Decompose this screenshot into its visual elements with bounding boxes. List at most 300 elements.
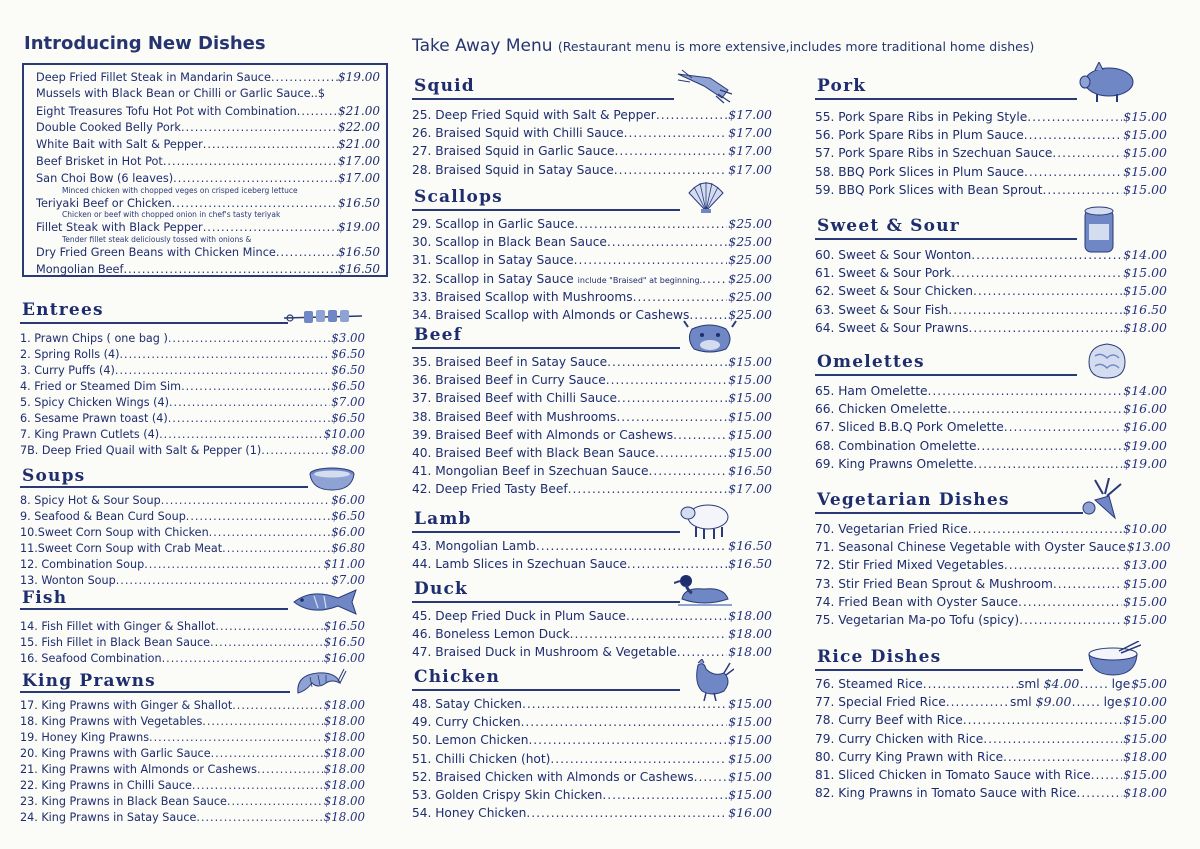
dish-price: $16.50 bbox=[323, 635, 365, 649]
dot-leader bbox=[1077, 784, 1123, 802]
dish-price: $16.50 bbox=[728, 556, 772, 572]
menu-item-row bbox=[412, 215, 772, 233]
menu-item-row bbox=[815, 282, 1167, 300]
menu-item-row bbox=[412, 233, 772, 251]
dish-name: 37. Braised Beef with Chilli Sauce bbox=[412, 391, 617, 406]
dot-leader bbox=[694, 768, 728, 786]
dot-leader bbox=[633, 288, 728, 306]
small-size-price: $4.00 bbox=[1043, 676, 1080, 691]
dot-leader bbox=[210, 635, 323, 651]
dish-name: 81. Sliced Chicken in Tomato Sauce with Rice bbox=[815, 767, 1091, 782]
dot-leader bbox=[257, 762, 323, 778]
dot-leader bbox=[702, 270, 727, 288]
dish-price: $6.80 bbox=[331, 541, 365, 555]
dish-name: 54. Honey Chicken bbox=[412, 806, 527, 821]
dish-price: $22.00 bbox=[338, 120, 380, 135]
dish-name: Mussels with Black Bean or Chilli or Garlic Sauce..$ bbox=[36, 86, 326, 100]
new-dish-row bbox=[36, 153, 386, 170]
dish-name: 36. Braised Beef in Curry Sauce bbox=[412, 373, 606, 388]
section-fish bbox=[20, 588, 365, 666]
new-dish-row bbox=[36, 119, 386, 136]
small-size-label: sml bbox=[1017, 677, 1040, 691]
menu-item-row bbox=[412, 768, 772, 786]
dot-leader bbox=[1024, 163, 1122, 181]
menu-item-row bbox=[412, 371, 772, 389]
dish-name: 34. Braised Scallop with Almonds or Cashews bbox=[412, 307, 690, 322]
new-dish-row bbox=[36, 261, 386, 278]
dish-price: $18.00 bbox=[1123, 319, 1167, 335]
egg-icon bbox=[1085, 342, 1129, 380]
dish-price: $16.00 bbox=[1123, 419, 1167, 435]
dish-price: $16.50 bbox=[338, 261, 380, 276]
section-underline bbox=[20, 486, 308, 488]
dish-name: 4. Fried or Steamed Dim Sim bbox=[20, 380, 182, 393]
large-size-label: lge bbox=[1103, 695, 1123, 710]
dish-price: $17.00 bbox=[728, 161, 772, 177]
menu-item-row bbox=[20, 492, 365, 508]
dish-price: $15.00 bbox=[728, 372, 772, 388]
dish-name: 78. Curry Beef with Rice bbox=[815, 713, 963, 728]
section-underline bbox=[412, 347, 680, 349]
menu-item-row bbox=[412, 607, 772, 625]
dish-name: Fillet Steak with Black Pepper bbox=[36, 221, 203, 235]
dish-name: 62. Sweet & Sour Chicken bbox=[815, 284, 973, 299]
prawn-icon bbox=[292, 667, 348, 699]
dot-leader bbox=[574, 215, 727, 233]
dot-leader bbox=[1004, 418, 1123, 436]
section-soups bbox=[20, 466, 365, 588]
section-underline bbox=[20, 322, 288, 324]
dot-leader bbox=[196, 810, 322, 826]
dish-name: 64. Sweet & Sour Prawns bbox=[815, 320, 969, 335]
menu-item-row bbox=[412, 537, 772, 555]
dot-leader bbox=[570, 625, 728, 643]
large-size-label: lge bbox=[1111, 677, 1131, 691]
dish-price: $16.00 bbox=[323, 651, 365, 665]
dish-name: 11.Sweet Corn Soup with Crab Meat bbox=[20, 542, 223, 555]
section-underline bbox=[815, 238, 1077, 240]
dot-leader bbox=[115, 363, 330, 379]
dish-name: 50. Lemon Chicken bbox=[412, 733, 529, 748]
dot-leader bbox=[119, 347, 330, 363]
section-underline bbox=[815, 98, 1077, 100]
dish-name: Double Cooked Belly Pork bbox=[36, 121, 181, 135]
dish-price: $15.00 bbox=[728, 732, 772, 748]
dot-leader bbox=[626, 607, 727, 625]
new-dishes-box bbox=[22, 63, 388, 277]
section-underline bbox=[412, 531, 680, 533]
dish-price: $10.00 bbox=[1123, 521, 1167, 536]
dot-leader bbox=[968, 520, 1122, 538]
dish-price: $10.00 bbox=[323, 427, 365, 441]
new-dish-row bbox=[36, 103, 386, 120]
dish-description: Minced chicken with chopped veges on crisped iceberg lettuce bbox=[62, 185, 298, 195]
menu-item-row bbox=[815, 301, 1167, 319]
large-size-price: $10.00 bbox=[1123, 694, 1167, 710]
dish-name: 7. King Prawn Cutlets (4) bbox=[20, 428, 160, 441]
dish-price: $21.00 bbox=[338, 103, 380, 118]
dot-leader bbox=[655, 444, 727, 462]
new-dish-row bbox=[36, 219, 386, 236]
dish-price: $16.00 bbox=[1123, 401, 1167, 417]
dish-name: 48. Satay Chicken bbox=[412, 697, 522, 711]
menu-item-row bbox=[20, 330, 365, 346]
menu-item-row bbox=[412, 750, 772, 768]
menu-item-row bbox=[20, 540, 365, 556]
new-dish-row bbox=[36, 136, 386, 153]
section-title: Vegetarian Dishes bbox=[817, 490, 1010, 510]
dish-name: 77. Special Fried Rice bbox=[815, 695, 946, 710]
cow-icon bbox=[682, 319, 738, 355]
menu-item-row bbox=[815, 730, 1167, 748]
dot-leader bbox=[521, 713, 728, 731]
section-underline bbox=[20, 608, 288, 610]
dish-name: 53. Golden Crispy Skin Chicken bbox=[412, 787, 603, 802]
menu-item-row bbox=[412, 625, 772, 643]
dish-name: 38. Braised Beef with Mushrooms bbox=[412, 409, 617, 424]
dish-price: $16.50 bbox=[728, 538, 772, 553]
dish-name: 44. Lamb Slices in Szechuan Sauce bbox=[412, 557, 627, 572]
new-dishes-title: Introducing New Dishes bbox=[24, 33, 266, 54]
section-underline bbox=[815, 512, 1083, 514]
dish-price: $6.00 bbox=[331, 525, 365, 539]
dot-leader bbox=[673, 426, 727, 444]
dish-name: Beef Brisket in Hot Pot bbox=[36, 154, 163, 168]
dish-price: $15.00 bbox=[728, 426, 772, 442]
dot-leader bbox=[169, 395, 330, 411]
dish-price: $16.50 bbox=[338, 195, 380, 210]
section-entrees bbox=[20, 300, 365, 458]
dot-leader bbox=[209, 525, 331, 541]
dish-name: 17. King Prawns with Ginger & Shallot bbox=[20, 699, 233, 712]
dot-leader bbox=[144, 557, 323, 573]
dish-price: $11.00 bbox=[323, 557, 365, 571]
dish-name: 52. Braised Chicken with Almonds or Cashews bbox=[412, 769, 694, 784]
dish-price: $15.00 bbox=[1123, 712, 1167, 728]
dot-leader bbox=[977, 437, 1123, 455]
dish-price: $15.00 bbox=[1123, 611, 1167, 627]
dish-price: $15.00 bbox=[728, 714, 772, 730]
dish-name: Mongolian Beef bbox=[36, 262, 124, 276]
dish-price: $16.50 bbox=[338, 245, 380, 260]
section-omelettes bbox=[815, 352, 1167, 473]
dot-leader bbox=[928, 382, 1123, 400]
menu-item-row bbox=[20, 761, 365, 777]
dish-price: $15.00 bbox=[1123, 593, 1167, 609]
menu-item-row bbox=[412, 270, 772, 288]
dish-name: 39. Braised Beef with Almonds or Cashews bbox=[412, 427, 674, 442]
dot-leader bbox=[1004, 556, 1122, 574]
dish-name: 63. Sweet & Sour Fish bbox=[815, 302, 949, 317]
dish-name: 43. Mongolian Lamb bbox=[412, 539, 536, 553]
dot-leader bbox=[1018, 593, 1122, 611]
dish-name: 7B. Deep Fried Quail with Salt & Pepper (1) bbox=[20, 444, 262, 457]
dot-leader bbox=[973, 455, 1122, 473]
dot-leader bbox=[159, 427, 323, 443]
menu-item-row bbox=[412, 161, 772, 179]
takeaway-title: Take Away Menu bbox=[412, 36, 553, 56]
menu-item-row bbox=[815, 319, 1167, 337]
dot-leader bbox=[202, 714, 322, 730]
left-column bbox=[20, 0, 380, 849]
dish-name: 69. King Prawns Omelette bbox=[815, 456, 974, 471]
dish-price: $16.00 bbox=[728, 805, 772, 821]
menu-item-row bbox=[412, 555, 772, 573]
soup-bowl-icon bbox=[308, 466, 356, 492]
dish-price: $13.00 bbox=[1123, 557, 1167, 573]
right-column bbox=[815, 0, 1175, 849]
section-title: Chicken bbox=[414, 667, 501, 687]
menu-item-row bbox=[815, 382, 1167, 400]
dot-leader bbox=[574, 251, 728, 269]
dish-name: Eight Treasures Tofu Hot Pot with Combination bbox=[36, 104, 297, 118]
dish-name: 82. King Prawns in Tomato Sauce with Rice bbox=[815, 786, 1077, 801]
section-title: Scallops bbox=[414, 187, 503, 207]
dish-name: 72. Stir Fried Mixed Vegetables bbox=[815, 558, 1004, 573]
menu-item-row bbox=[412, 288, 772, 306]
menu-item-row bbox=[412, 480, 772, 498]
dot-leader bbox=[163, 154, 338, 171]
section-chicken bbox=[412, 667, 772, 822]
menu-item-row bbox=[412, 462, 772, 480]
dot-leader bbox=[522, 695, 727, 713]
dish-price: $18.00 bbox=[323, 794, 365, 808]
dish-price: $15.00 bbox=[1123, 181, 1167, 197]
section-underline bbox=[20, 691, 290, 693]
section-underline bbox=[412, 209, 680, 211]
dot-leader bbox=[1053, 575, 1122, 593]
dot-leader bbox=[602, 786, 727, 804]
section-underline bbox=[815, 669, 1083, 671]
dish-price: $21.00 bbox=[338, 137, 380, 152]
dish-price: $17.00 bbox=[338, 153, 380, 168]
dish-price: $6.50 bbox=[331, 509, 365, 523]
menu-item-row bbox=[20, 618, 365, 634]
dish-name: 30. Scallop in Black Bean Sauce bbox=[412, 235, 607, 250]
squid-icon bbox=[674, 68, 734, 104]
menu-item-row bbox=[815, 748, 1167, 766]
dish-price: $19.00 bbox=[338, 70, 380, 84]
dish-price: $15.00 bbox=[1123, 730, 1167, 746]
section-title: Duck bbox=[414, 579, 469, 599]
dish-name: 12. Combination Soup bbox=[20, 558, 145, 571]
section-title: Rice Dishes bbox=[817, 647, 942, 667]
section-title: Lamb bbox=[414, 509, 472, 529]
small-size-label: sml bbox=[1010, 695, 1032, 710]
menu-item-row bbox=[815, 181, 1167, 199]
dish-name: 14. Fish Fillet with Ginger & Shallot bbox=[20, 620, 216, 633]
dish-price: $15.00 bbox=[728, 786, 772, 802]
menu-item-row bbox=[815, 711, 1167, 729]
section-title: Pork bbox=[817, 76, 867, 96]
dish-price: $15.00 bbox=[728, 768, 772, 784]
dish-price: $18.00 bbox=[728, 608, 772, 623]
menu-item-row bbox=[815, 766, 1167, 784]
dot-leader bbox=[116, 573, 331, 589]
dish-price: $15.00 bbox=[1123, 127, 1167, 143]
dot-leader bbox=[1003, 748, 1122, 766]
dish-name: 42. Deep Fried Tasty Beef bbox=[412, 482, 568, 497]
scallop-shell-icon bbox=[686, 179, 726, 215]
menu-item-row bbox=[20, 634, 365, 650]
dot-leader bbox=[168, 411, 330, 427]
dot-leader bbox=[162, 651, 323, 667]
rice-bowl-icon bbox=[1085, 641, 1141, 679]
dish-name: 16. Seafood Combination bbox=[20, 652, 162, 665]
dot-leader bbox=[1080, 675, 1110, 693]
section-title: Sweet & Sour bbox=[817, 216, 960, 236]
menu-item-row bbox=[20, 362, 365, 378]
dot-leader bbox=[607, 353, 727, 371]
menu-item-row bbox=[412, 389, 772, 407]
menu-item-row bbox=[412, 804, 772, 822]
dish-price: $18.00 bbox=[1123, 748, 1167, 764]
dot-leader bbox=[297, 104, 338, 121]
menu-item-row bbox=[20, 442, 365, 458]
fish-icon bbox=[288, 588, 362, 616]
menu-item-row bbox=[412, 124, 772, 142]
dot-leader bbox=[617, 389, 727, 407]
dish-name: 3. Curry Puffs (4) bbox=[20, 364, 115, 377]
dish-name: 41. Mongolian Beef in Szechuan Sauce bbox=[412, 464, 649, 479]
dish-name: 18. King Prawns with Vegetables bbox=[20, 715, 203, 728]
dish-name: 59. BBQ Pork Slices with Bean Sprout bbox=[815, 182, 1043, 197]
dot-leader bbox=[149, 730, 323, 746]
dish-name: 35. Braised Beef in Satay Sauce bbox=[412, 355, 608, 369]
takeaway-subtitle: (Restaurant menu is more extensive,includes more traditional home dishes) bbox=[557, 39, 1035, 54]
dot-leader bbox=[1052, 144, 1122, 162]
dish-price: $18.00 bbox=[1123, 785, 1167, 801]
menu-item-row bbox=[20, 378, 365, 394]
dish-name: 28. Braised Squid in Satay Sauce bbox=[412, 162, 614, 177]
dot-leader bbox=[656, 106, 727, 124]
dish-price: $19.00 bbox=[338, 220, 380, 235]
dish-price: $25.00 bbox=[728, 216, 772, 231]
dish-price: $17.00 bbox=[728, 143, 772, 159]
dish-price: $7.00 bbox=[331, 573, 365, 587]
dish-name: 46. Boneless Lemon Duck bbox=[412, 627, 570, 642]
dish-price: $15.00 bbox=[1123, 265, 1167, 281]
dot-leader bbox=[606, 371, 728, 389]
menu-item-row bbox=[815, 437, 1167, 455]
dot-leader bbox=[616, 408, 727, 426]
dish-price: $16.50 bbox=[728, 463, 772, 479]
menu-item-row bbox=[20, 410, 365, 426]
dish-name: 60. Sweet & Sour Wonton bbox=[815, 248, 972, 262]
dot-leader bbox=[624, 124, 728, 142]
dish-price: $15.00 bbox=[728, 696, 772, 711]
dish-price: $15.00 bbox=[1123, 145, 1167, 161]
dish-name: 68. Combination Omelette bbox=[815, 438, 977, 453]
menu-item-row bbox=[412, 142, 772, 160]
dish-price: $6.50 bbox=[331, 379, 365, 393]
menu-item-row bbox=[20, 346, 365, 362]
menu-item-row bbox=[815, 611, 1167, 629]
dot-leader bbox=[1019, 611, 1122, 629]
dot-leader bbox=[607, 233, 727, 251]
dot-leader bbox=[123, 262, 338, 279]
menu-item-row bbox=[815, 556, 1167, 574]
dot-leader bbox=[528, 731, 727, 749]
large-size-price: $5.00 bbox=[1131, 676, 1167, 691]
dish-price: $25.00 bbox=[728, 288, 772, 304]
menu-item-row bbox=[20, 777, 365, 793]
dish-name: 22. King Prawns in Chilli Sauce bbox=[20, 779, 192, 792]
dot-leader bbox=[568, 480, 728, 498]
sheep-icon bbox=[678, 499, 734, 541]
section-pork bbox=[815, 76, 1167, 199]
dot-leader bbox=[168, 331, 330, 347]
dish-price: $25.00 bbox=[728, 252, 772, 268]
dish-price: $19.00 bbox=[1123, 437, 1167, 453]
menu-item-row bbox=[20, 729, 365, 745]
dish-price: $6.50 bbox=[331, 363, 365, 377]
menu-item-row bbox=[412, 106, 772, 124]
dot-leader bbox=[615, 142, 728, 160]
dot-leader bbox=[192, 778, 323, 794]
dot-leader bbox=[648, 462, 727, 480]
dot-leader bbox=[923, 675, 1018, 693]
dish-price: $15.00 bbox=[1123, 163, 1167, 179]
section-squid bbox=[412, 76, 772, 179]
section-vegetarian bbox=[815, 490, 1171, 629]
menu-item-row bbox=[20, 426, 365, 442]
dish-price: $17.00 bbox=[338, 170, 380, 185]
section-underline bbox=[412, 98, 674, 100]
dish-price: $15.00 bbox=[728, 354, 772, 369]
dot-leader bbox=[1043, 181, 1123, 199]
new-dish-row bbox=[36, 69, 386, 86]
dish-name: 74. Fried Bean with Oyster Sauce bbox=[815, 594, 1018, 609]
dish-name: 79. Curry Chicken with Rice bbox=[815, 731, 984, 746]
dish-price: $15.00 bbox=[728, 390, 772, 406]
dish-name: 47. Braised Duck in Mushroom & Vegetable bbox=[412, 645, 677, 660]
menu-item-row bbox=[815, 575, 1167, 593]
dot-leader bbox=[627, 555, 727, 573]
dish-name: 6. Sesame Prawn toast (4) bbox=[20, 412, 168, 425]
dish-name: 70. Vegetarian Fried Rice bbox=[815, 522, 968, 536]
menu-item-row bbox=[20, 793, 365, 809]
dish-name: 32. Scallop in Satay Sauce bbox=[412, 271, 574, 286]
menu-item-row bbox=[20, 697, 365, 713]
dot-leader bbox=[186, 509, 330, 525]
dish-price: $15.00 bbox=[728, 444, 772, 460]
menu-item-row bbox=[815, 163, 1167, 181]
dot-leader bbox=[261, 443, 330, 459]
menu-item-row bbox=[412, 731, 772, 749]
menu-item-row bbox=[412, 713, 772, 731]
section-duck bbox=[412, 579, 772, 662]
section-title: Soups bbox=[22, 466, 86, 486]
dish-price: $3.00 bbox=[331, 331, 365, 345]
dish-price: $14.00 bbox=[1123, 247, 1167, 262]
dot-leader bbox=[614, 161, 727, 179]
section-beef bbox=[412, 325, 772, 499]
dish-name: 13. Wonton Soup bbox=[20, 574, 116, 587]
dish-name: 1. Prawn Chips ( one bag ) bbox=[20, 332, 168, 345]
dish-name: 23. King Prawns in Black Bean Sauce bbox=[20, 795, 227, 808]
menu-item-row bbox=[815, 693, 1167, 711]
dish-price: $18.00 bbox=[323, 810, 365, 824]
small-size-price: $9.00 bbox=[1035, 694, 1072, 710]
section-title: Fish bbox=[22, 588, 68, 608]
section-underline bbox=[412, 689, 680, 691]
dish-price: $18.00 bbox=[323, 762, 365, 776]
dish-price: $16.50 bbox=[323, 619, 365, 633]
menu-item-row bbox=[412, 408, 772, 426]
dot-leader bbox=[971, 246, 1122, 264]
dot-leader bbox=[1091, 766, 1123, 784]
